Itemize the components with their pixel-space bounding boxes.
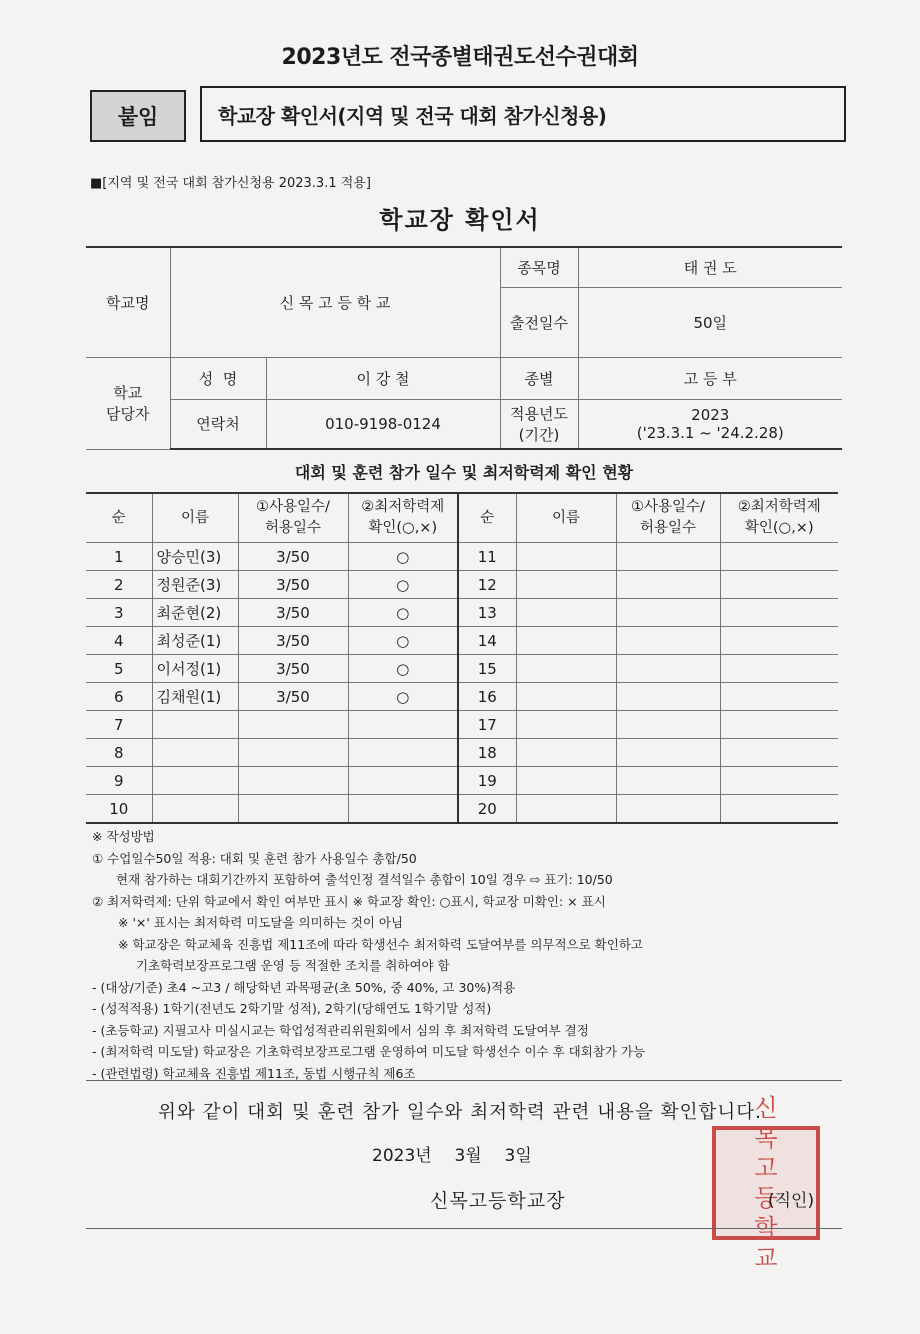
row-number: 4 [86, 627, 152, 655]
row-number: 12 [458, 571, 516, 599]
student-name: 양승민(3) [152, 543, 238, 571]
header-days-line-2: 허용일수 [264, 520, 322, 536]
student-name [516, 543, 616, 571]
days-used [616, 683, 720, 711]
days-used [616, 543, 720, 571]
academic-check [348, 795, 458, 824]
table-row [86, 655, 838, 683]
days-used [238, 711, 348, 739]
academic-check [720, 711, 838, 739]
seal-glyph: 학 [754, 1214, 778, 1242]
name-value: 이 강 철 [266, 357, 500, 399]
seal-glyph: 신 [754, 1094, 778, 1122]
seal-label: (직인) [768, 1191, 815, 1211]
year-label [500, 399, 578, 449]
instruction-line: ※ 학교장은 학교체육 진흥법 제11조에 따라 학생선수 최저학력 도달여부를 의무적으로 확인하고 [118, 936, 643, 952]
academic-check: ○ [348, 655, 458, 683]
event-title: 2023년도 전국종별태권도선수권대회 [281, 45, 639, 70]
applicability-note: ■[지역 및 전국 대회 참가신청용 2023.3.1 적용] [90, 176, 371, 191]
academic-check [720, 739, 838, 767]
student-name: 최준현(2) [152, 599, 238, 627]
student-name [516, 711, 616, 739]
academic-check: ○ [348, 683, 458, 711]
row-number: 18 [458, 739, 516, 767]
row-number: 20 [458, 795, 516, 824]
student-name [516, 795, 616, 824]
academic-check [720, 655, 838, 683]
row-number: 2 [86, 571, 152, 599]
row-number: 9 [86, 767, 152, 795]
year-value-line-2: ('23.3.1 ~ '24.2.28) [636, 423, 784, 442]
academic-check [720, 627, 838, 655]
document-title: 학교장 확인서 [379, 206, 541, 234]
row-number: 10 [86, 795, 152, 824]
table-row [86, 627, 838, 655]
contact-label [86, 357, 170, 449]
days-used [238, 767, 348, 795]
academic-check [720, 571, 838, 599]
days-used [616, 571, 720, 599]
school-info-table [86, 246, 842, 450]
row-number: 8 [86, 739, 152, 767]
confirmation-statement: 위와 같이 대회 및 훈련 참가 일수와 최저학력 관련 내용을 확인합니다. [157, 1102, 763, 1123]
bottom-divider [86, 1228, 842, 1229]
header-check-right-line-1: ②최저학력제 [737, 499, 821, 515]
header-check [348, 493, 458, 543]
division-label: 종별 [500, 357, 578, 399]
student-name [152, 711, 238, 739]
phone-value: 010-9198-0124 [266, 399, 500, 449]
phone-label: 연락처 [170, 399, 266, 449]
academic-check [720, 683, 838, 711]
school-label: 학교명 [86, 247, 170, 357]
student-name [516, 655, 616, 683]
row-number: 15 [458, 655, 516, 683]
days-used [616, 627, 720, 655]
header-check-right [720, 493, 838, 543]
academic-check: ○ [348, 627, 458, 655]
header-days-right-line-2: 허용일수 [639, 520, 697, 536]
seal-glyph: 등 [754, 1184, 778, 1212]
instruction-line: - (관련법령) 학교체육 진흥법 제11조, 동법 시행규칙 제6조 [92, 1065, 416, 1081]
academic-check [720, 543, 838, 571]
student-name [516, 767, 616, 795]
days-used: 3/50 [238, 543, 348, 571]
student-name [516, 683, 616, 711]
attachment-badge: 붙임 [90, 90, 186, 142]
days-used: 3/50 [238, 655, 348, 683]
division-value: 고 등 부 [578, 357, 842, 399]
student-name [152, 767, 238, 795]
header-name: 이름 [152, 493, 238, 543]
academic-check: ○ [348, 543, 458, 571]
student-name: 김채원(1) [152, 683, 238, 711]
days-used [616, 739, 720, 767]
row-number: 3 [86, 599, 152, 627]
days-used [616, 711, 720, 739]
days-used [616, 655, 720, 683]
days-value: 50일 [578, 287, 842, 357]
event-value: 태 권 도 [578, 247, 842, 287]
header-days-line-1: ①사용일수/ [256, 499, 330, 515]
row-number: 19 [458, 767, 516, 795]
instruction-line: - (성적적용) 1학기(전년도 2학기말 성적), 2학기(당해연도 1학기말 성적) [92, 1001, 492, 1016]
academic-check: ○ [348, 571, 458, 599]
seal-glyph: 목 [754, 1124, 778, 1152]
official-seal [712, 1094, 820, 1272]
row-number: 13 [458, 599, 516, 627]
section-title: 대회 및 훈련 참가 일수 및 최저학력제 확인 현황 [294, 463, 634, 482]
divider [86, 1080, 842, 1081]
table-row [86, 599, 838, 627]
academic-check [348, 767, 458, 795]
instruction-line: ※ '×' 표시는 최저학력 미도달을 의미하는 것이 아님 [118, 915, 404, 930]
year-value [578, 399, 842, 449]
instruction-line: - (대상/기준) 초4 ~고3 / 해당학년 과목평균(초 50%, 중 40%, 고 30%)적용 [92, 979, 516, 995]
table-row [86, 711, 838, 739]
table-row [86, 571, 838, 599]
instruction-line: ② 최저학력제: 단위 학교에서 확인 여부만 표시 ※ 학교장 확인: ○표시, 학교장 미확인: × 표시 [92, 893, 606, 909]
participation-table [86, 492, 838, 824]
student-name: 최성준(1) [152, 627, 238, 655]
academic-check [720, 795, 838, 824]
table-row [86, 795, 838, 824]
days-used: 3/50 [238, 571, 348, 599]
row-number: 7 [86, 711, 152, 739]
student-name [516, 571, 616, 599]
contact-label-line-2: 담당자 [106, 405, 150, 423]
days-used [616, 767, 720, 795]
instruction-line: 현재 참가하는 대회기간까지 포함하여 출석인정 결석일수 총합이 10일 경우 ⇨ 표기: 10/50 [116, 872, 613, 887]
student-name [152, 795, 238, 824]
row-number: 11 [458, 543, 516, 571]
header-days-right-line-1: ①사용일수/ [631, 499, 705, 515]
days-used [616, 795, 720, 824]
student-name [516, 627, 616, 655]
row-number: 17 [458, 711, 516, 739]
student-name [516, 599, 616, 627]
row-number: 1 [86, 543, 152, 571]
student-name: 정원준(3) [152, 571, 238, 599]
instruction-line: - (최저학력 미도달) 학교장은 기초학력보장프로그램 운영하여 미도달 학생선수 이수 후 대회참가 가능 [92, 1044, 646, 1059]
seal-glyph: 교 [754, 1244, 778, 1272]
year-label-line-2: (기간) [518, 425, 560, 444]
principal-name: 신목고등학교장 [430, 1190, 566, 1212]
header-days [238, 493, 348, 543]
writing-instructions [92, 826, 852, 1084]
academic-check: ○ [348, 599, 458, 627]
academic-check [720, 767, 838, 795]
days-used [616, 599, 720, 627]
row-number: 5 [86, 655, 152, 683]
days-used: 3/50 [238, 599, 348, 627]
header-check-line-2: 확인(○,×) [368, 520, 438, 536]
student-name: 이서정(1) [152, 655, 238, 683]
days-used [238, 739, 348, 767]
header-title: 학교장 확인서(지역 및 전국 대회 참가신청용) [200, 86, 846, 142]
row-number: 14 [458, 627, 516, 655]
row-number: 6 [86, 683, 152, 711]
table-row [86, 683, 838, 711]
school-value: 신 목 고 등 학 교 [170, 247, 500, 357]
table-row [86, 767, 838, 795]
academic-check [348, 711, 458, 739]
year-label-line-1: 적용년도 [510, 404, 568, 423]
instruction-line: ① 수업일수50일 적용: 대회 및 훈련 참가 사용일수 총합/50 [92, 850, 417, 866]
seal-glyph: 고 [754, 1154, 778, 1182]
header-check-line-1: ②최저학력제 [361, 499, 445, 515]
days-label: 출전일수 [500, 287, 578, 357]
days-used: 3/50 [238, 683, 348, 711]
contact-label-line-1: 학교 [113, 384, 143, 402]
days-used: 3/50 [238, 627, 348, 655]
days-used [238, 795, 348, 824]
table-row [86, 739, 838, 767]
table-row [86, 543, 838, 571]
row-number: 16 [458, 683, 516, 711]
issue-date: 2023년 3월 3일 [372, 1146, 532, 1166]
student-name [152, 739, 238, 767]
header-days-right [616, 493, 720, 543]
academic-check [348, 739, 458, 767]
year-value-line-1: 2023 [691, 405, 730, 424]
header-no-right: 순 [458, 493, 516, 543]
event-label: 종목명 [500, 247, 578, 287]
header-check-right-line-2: 확인(○,×) [744, 520, 814, 536]
header-name-right: 이름 [516, 493, 616, 543]
name-label: 성 명 [170, 357, 266, 399]
header-no: 순 [86, 493, 152, 543]
instruction-line: ※ 작성방법 [92, 829, 155, 844]
academic-check [720, 599, 838, 627]
student-name [516, 739, 616, 767]
instruction-line: - (초등학교) 지필고사 미실시교는 학업성적관리위원회에서 심의 후 최저학력 도달여부 결정 [92, 1022, 589, 1038]
instruction-line: 기초학력보장프로그램 운영 등 적절한 조치를 취하여야 함 [136, 958, 450, 973]
